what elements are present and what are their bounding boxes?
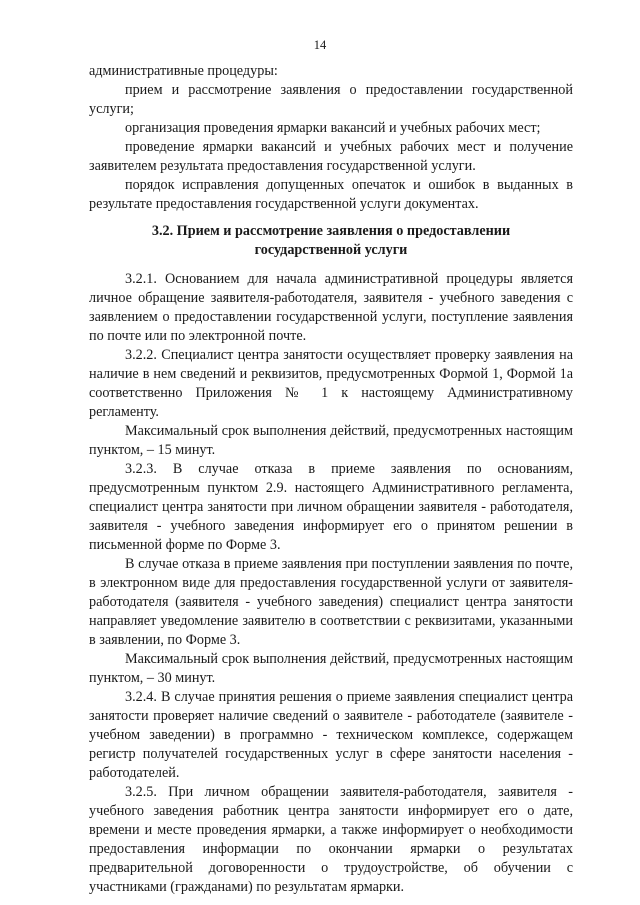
page-number: 14 xyxy=(313,38,327,52)
list-item: организация проведения ярмарки вакансий и учебных рабочих мест; xyxy=(125,120,541,136)
list-item: прием и рассмотрение заявления о предоставлении государственной услуги; xyxy=(89,82,573,117)
paragraph-max-time-2: Максимальный срок выполнения действий, предусмотренных настоящим пунктом, – 30 минут. xyxy=(89,651,573,686)
section-body xyxy=(89,270,573,897)
paragraph-3-2-3: 3.2.3. В случае отказа в приеме заявления по основаниям, предусмотренным пунктом 2.9. настоящего Административного регламента, специалист центра занятости при личном обращении заявителя - работодателя, заявителя - учебного заведения информирует его о принятом решении в письменной форме по Форме 3. xyxy=(89,461,573,553)
paragraph-3-2-4: 3.2.4. В случае принятия решения о приеме заявления специалист центра занятости проверяет наличие сведений о заявителе - работодателе (заявителе - учебном заведении) в программно - техническом комплексе, содержащем регистр получателей государственных услуг в сфере занятости населения - работодателей. xyxy=(89,689,573,781)
paragraph-3-2-2: 3.2.2. Специалист центра занятости осуществляет проверку заявления на наличие в нем сведений и реквизитов, предусмотренных Формой 1, Формой 1а соответственно Приложения № 1 к настоящему Административному регламенту. xyxy=(89,347,573,420)
section-heading xyxy=(89,222,573,260)
list-item: проведение ярмарки вакансий и учебных рабочих мест и получение заявителем результата предоставления государственной услуги. xyxy=(89,139,573,174)
procedure-list xyxy=(89,62,573,214)
paragraph-3-2-5: 3.2.5. При личном обращении заявителя-работодателя, заявителя - учебного заведения работник центра занятости информирует его о дате, времени и месте проведения ярмарки, а также информирует о необходимости предоставления информации по окончании ярмарки о результатах предварительной договоренности о трудоустройстве, об обучении с участниками (гражданами) по результатам ярмарки. xyxy=(89,784,573,895)
list-intro: административные процедуры: xyxy=(89,63,278,79)
section-heading-line1 xyxy=(89,222,573,241)
section-title-part2: государственной услуги xyxy=(254,242,408,258)
paragraph-refusal-mail: В случае отказа в приеме заявления при поступлении заявления по почте, в электронном виде для предоставления государственной услуги от заявителя-работодателя (заявителя - учебного заведения) специалист центра занятости направляет уведомление заявителю в соответствии с реквизитами, указанными в заявлении, по Форме 3. xyxy=(89,556,573,648)
paragraph-3-2-1: 3.2.1. Основанием для начала административной процедуры является личное обращение заявителя-работодателя, заявителя - учебного заведения с заявлением о предоставлении государственной услуги, поступление заявления по почте или по электронной почте. xyxy=(89,271,573,344)
section-title-part1: Прием и рассмотрение заявления о предоставлении xyxy=(176,223,511,239)
paragraph-max-time-1: Максимальный срок выполнения действий, предусмотренных настоящим пунктом, – 15 минут. xyxy=(89,423,573,458)
list-item: порядок исправления допущенных опечаток и ошибок в выданных в результате предоставления государственной услуги документах. xyxy=(89,177,573,212)
section-number: 3.2. xyxy=(151,223,174,239)
